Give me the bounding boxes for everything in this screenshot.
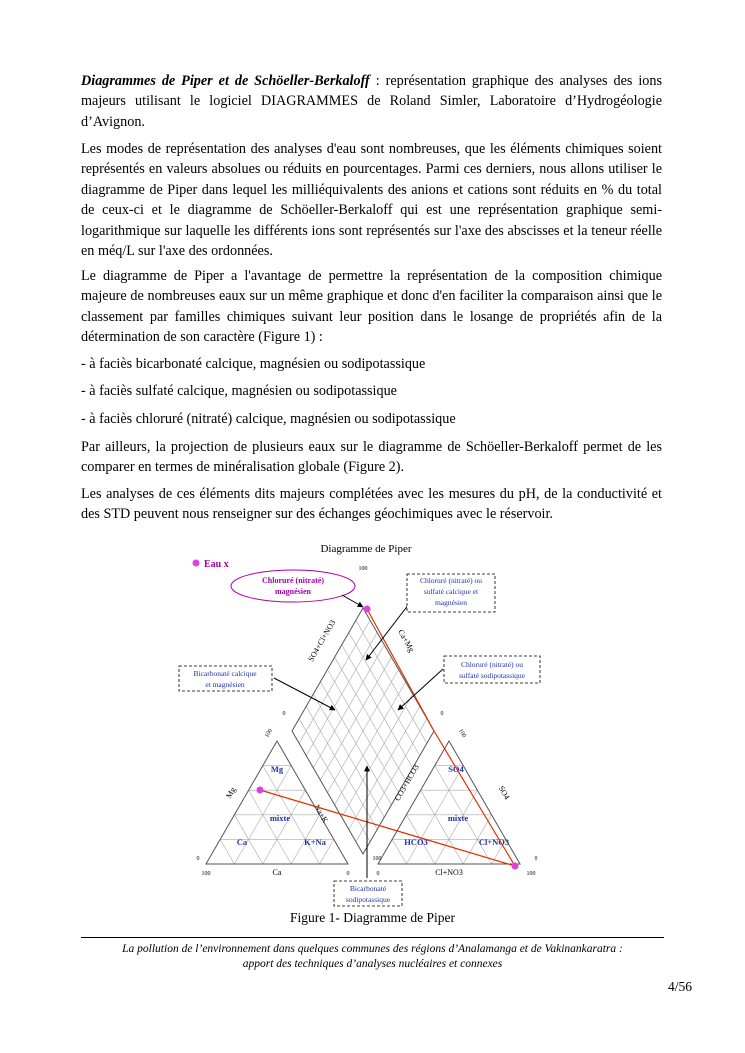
zone-cl-no3: Cl+NO3 — [478, 837, 510, 847]
arrow-chlorure-mg — [342, 595, 363, 607]
page-number: 4/56 — [667, 979, 692, 994]
cation-triangle — [206, 741, 348, 864]
paragraph-major-elements: Les analyses de ces éléments dits majeurs complétées avec les mesures du pH, de la conductivité et des STD peuvent nous renseigner sur des échanges géochimiques avec le réservoir. — [81, 486, 662, 523]
intro-title-piper: Diagrammes de Piper — [81, 73, 213, 89]
axis-cl-no3: Cl+NO3 — [435, 868, 463, 877]
tick-right100: 100 — [457, 728, 467, 739]
intro-title-and: et — [212, 73, 235, 89]
callout-chlorure-sulf-l3: magnésien — [434, 598, 468, 607]
axis-na-k: Na+K — [312, 803, 330, 825]
zone-mg: Mg — [270, 764, 284, 774]
diagram-title: Diagramme de Piper — [320, 543, 412, 555]
bullet-chloride: - à faciès chloruré (nitraté) calcique, magnésien ou sodipotassique — [81, 411, 456, 427]
paragraph-piper-advantage: Le diagramme de Piper a l'avantage de permettre la représentation de la composition chimique majeure de nombreuses eaux sur un même graphique et donc d'en faciliter la comparaison ainsi que le classement par familles chimiques suivant leur position dans le losange de propriétés afin de la détermination de son caractère (Figure 1) : — [81, 268, 662, 346]
callout-chlorure-sulf-l2: sulfaté calcique et — [423, 587, 479, 596]
water-point-diamond — [364, 606, 371, 613]
trace-diamond-to-anion — [367, 609, 515, 866]
tick-right-0: 0 — [440, 711, 444, 717]
bullet-sulfate: - à faciès sulfaté calcique, magnésien ou sodipotassique — [81, 383, 397, 399]
callout-bicarb-ca-l2: et magnésien — [205, 680, 245, 689]
callout-bicarb-na-l1: Bicarbonaté — [349, 884, 387, 893]
grid-line — [249, 790, 292, 864]
arrow-sodipot — [398, 669, 443, 710]
callout-chlorure-mg-l2: magnésien — [275, 587, 311, 596]
zone-k-na: K+Na — [304, 837, 326, 847]
footer-line-1: La pollution de l’environnement dans quelques communes des régions d’Analamanga et de Vakinankaratra : — [122, 943, 623, 955]
arrow-bicarb-ca — [274, 678, 335, 710]
legend-point — [193, 560, 200, 567]
water-point-cation — [257, 787, 264, 794]
callout-bicarb-ca-l1: Bicarbonaté calcique — [193, 669, 257, 678]
tick-bc-0: 0 — [346, 871, 350, 877]
callout-sodipot-l2: sulfaté sodipotassique — [458, 671, 526, 680]
zone-ca: Ca — [236, 837, 248, 847]
intro-rest: : représentation graphique des analyses des ions majeurs utilisant le logiciel DIAGRAMMES de Roland Simler, Laboratoire d’Hydrogéologie d’Avignon. — [81, 73, 662, 130]
legend-label: Eau x — [204, 559, 229, 570]
paragraph-schoeller-projection: Par ailleurs, la projection de plusieurs eaux sur le diagramme de Schöeller-Berkaloff permet de les comparer en termes de minéralisation globale (Figure 2). — [81, 439, 662, 476]
tick-br-0: 0 — [376, 871, 380, 877]
tick-br2-0: 0 — [534, 856, 538, 862]
tick-top-100: 100 — [358, 566, 368, 572]
piper-outlines — [206, 608, 520, 864]
bullet-bicarbonate: - à faciès bicarbonaté calcique, magnésien ou sodipotassique — [81, 356, 426, 372]
zone-mixte-left: mixte — [269, 813, 291, 823]
axis-so4-cl-no3: SO4+Cl+NO3 — [306, 618, 338, 664]
callout-chlorure-sulf-l1: Chloruré (nitraté) ou — [419, 576, 483, 585]
axis-co3-hco3: CO3+HCO3 — [392, 762, 421, 803]
tick-bc2-100: 100 — [372, 856, 382, 862]
zone-mixte-right: mixte — [447, 813, 469, 823]
paragraph-representation-modes: Les modes de représentation des analyses d'eau sont nombreuses, que les éléments chimiques soient représentés en valeurs absolues ou réduits en pourcentages. Parmi ces derniers, nous allons utiliser le diagramme de Piper dans lequel les milliéquivalents des anions et cations sont réduits en % du total de ceux-ci et le diagramme de Schöeller-Berkaloff qui est une représentation graphique semi-logarithmique sur laquelle les différents ions sont représentés sur l'axe des abscisses et la teneur réelle en méq/L sur l'axe des ordonnées. — [81, 141, 662, 260]
axis-so4: SO4 — [496, 784, 512, 802]
tick-br-100: 100 — [526, 871, 536, 877]
piper-diagram-figure — [176, 532, 550, 910]
zone-hco3: HCO3 — [404, 837, 428, 847]
callout-chlorure-mg-l1: Chloruré (nitraté) — [262, 576, 324, 585]
axis-ca-mg: Ca+Mg — [396, 627, 417, 654]
tick-left-0: 0 — [282, 711, 286, 717]
callout-chlorure-mg-ellipse — [231, 570, 355, 602]
axis-mg: Mg — [224, 785, 238, 800]
grid-line — [421, 790, 464, 864]
intro-title-schoeller: de Schöeller-Berkaloff — [234, 73, 370, 89]
page-footer — [81, 942, 664, 972]
callout-sodipot-l1: Chloruré (nitraté) ou — [460, 660, 524, 669]
tick-bl-100: 100 — [201, 871, 211, 877]
callout-bicarb-na-l2: sodipotassique — [345, 895, 391, 904]
footer-rule — [81, 937, 664, 938]
figure-caption: Figure 1- Diagramme de Piper — [290, 910, 455, 925]
axis-ca: Ca — [272, 868, 282, 877]
intro-paragraph — [81, 71, 662, 132]
tick-left100: 100 — [264, 728, 274, 739]
water-point-anion — [512, 863, 519, 870]
zone-so4: SO4 — [448, 764, 464, 774]
footer-line-2: apport des techniques d’analyses nucléaires et connexes — [242, 958, 503, 970]
grid-line — [220, 839, 234, 864]
tick-bl-0: 0 — [196, 856, 200, 862]
